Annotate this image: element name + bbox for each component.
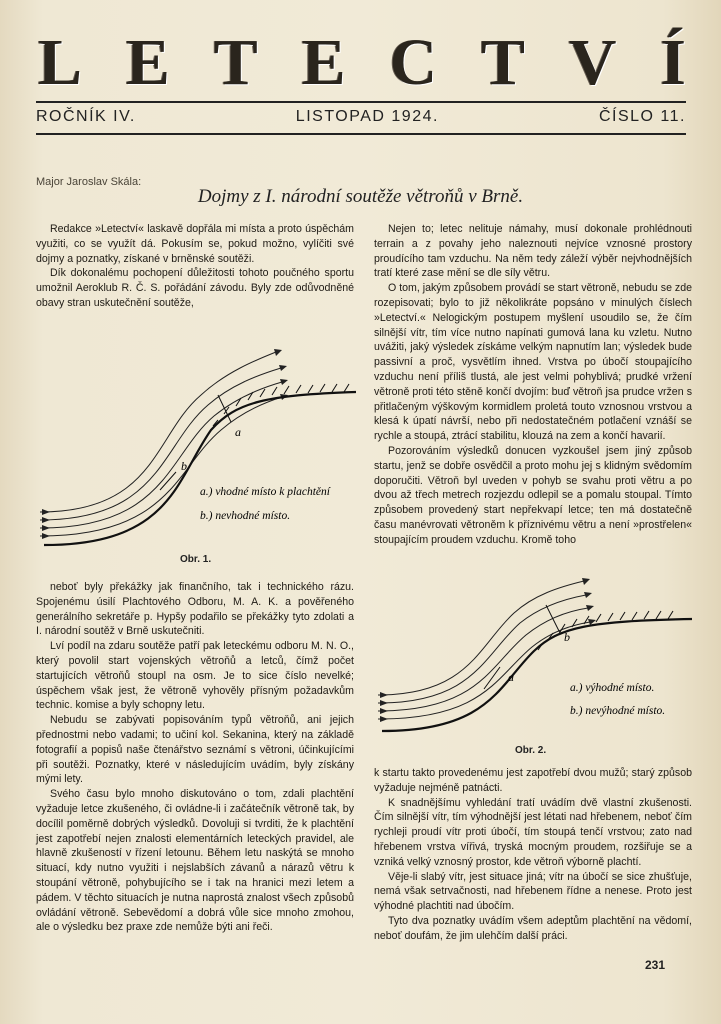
airflow-line [378,608,588,711]
figure-1-label-b: b [181,459,187,473]
masthead-letter: T [480,26,527,99]
paragraph: Svého času bylo mnoho diskutováno o tom, zdali plachtění vyžaduje letce zkušeného, či ovládne-li i začátečník větroně tak, by docílil poměrně dobrých výsledků. Dovoluji si tvrditi, že k plachtění jest zapotřebí nejen znalosti elementárních leteckých pravidel, ale hlavně zkušeností v řízení letounu. Během letu naskýtá se mnoho situací, kdy nutno využiti i nejslabších závanů a nárazů větru k stoupání větroně, pohybujícího se i tak na hranici mezi letem a pádem. V těchto situacích je nutna naprostá znalost všech způsobů ovládání větroně. Sebevědomí a dobrá vůle sice mnoho zmohou, ale o výsledku bez praxe zde nemůže býti ani řeči. [36,788,354,934]
paragraph: Redakce »Letectví« laskavě dopřála mi místa a proto úspěchám využiti, co se využít dá. Pokusím se, pokud možno, vylíčiti své dojmy a poznatky, získané v brněnské soutěži. [36,223,354,265]
figure-1-legend-a: a.) vhodné místo k plachtění [200,486,330,498]
figure-2-label-a: a [508,670,514,684]
issue-volume: ROČNÍK IV. [36,108,136,125]
paragraph: neboť byly překážky jak finančního, tak i technického rázu. Spojenému úsilí Plachtového Odboru, M. A. K. a pověřeného generálního sekretáře p. Hypšy podařilo se překážky tyto zdolati a I. národní soutěž v Brně uskutečniti. [36,581,354,638]
figure-2-legend-b: b.) nevýhodné místo. [570,705,666,717]
figure-2-label-b: b [564,630,570,644]
figure-2-legend-a: a.) výhodné místo. [570,682,655,694]
figure-2-diagram [374,575,692,740]
paragraph: Dík dokonalému pochopení důležitosti tohoto poučného sportu umožnil Aeroklub R. Č. S. pořádání závodu. Byly zde odůvodněné obavy stran uskutečnění soutěže, [36,267,354,309]
issue-line [36,108,686,126]
column-right-bottom [374,766,692,944]
paragraph: Nejen to; letec nelituje námahy, musí dokonale prohlédnouti terrain a z povahy jeho naleznouti nejvíce vznosné prostory proudícího tam vzduchu. Na něm tedy záleží výběr nejvhodnějších tratí které zase mění se dle síly větru. [374,223,692,280]
airflow-line [378,595,586,703]
column-right-top [374,222,692,548]
article-title: Dojmy z I. národní soutěže větroňů v Brně. [197,186,524,207]
issue-date: LISTOPAD 1924. [295,108,439,125]
masthead-letter: C [389,26,440,99]
column-left-top [36,222,354,311]
paragraph: Nebudu se zabývati popisováním typů větroňů, ani jejich přednostmi nebo vadami; to učiní kol. Sekanina, který na základě fotografií a popisů naše čtenářstvo seznámí s větroni, účinkujícími při soutěži. Poznatky, které v následujícím uvádím, byly získány mými lety. [36,714,354,786]
paragraph: K snadnějšímu vyhledání tratí uvádím dvě vlastní zkušenosti. Čím silnější vítr, tím výhodnější jest létati nad hřebenem, neboť čím rychleji proudí vítr proti úbočí, tím stoupá tenčí vrstvou; zato nad hřebenem vrstva vířivá, tryská mocným proudem, rozšiřuje se a vzniká velký vznosný prostor, kde větroň výborně plachtí. [374,796,692,868]
masthead-letter: Í [660,26,688,99]
paragraph: Pozorováním výsledků donucen vyzkoušel jsem jiný způsob startu, jenž se dobře osvědčil a proto mohu jej s klidným svědomím doporučiti. Větroň byl uveden v pohyb se svahu proti větru a po dvou až třech metrech rozjezdu odlepil se a pomalu stoupal. Tímto způsobem provedený start nepřekvapí letce; ten má dostatečně času manévrovati větroněm k příznivému větru a není »prostřelen« stoupajícím proudem vzduchu. Kromě toho [374,444,692,546]
figure-1-diagram [36,340,356,550]
masthead-letter: V [568,26,619,99]
masthead [38,22,688,99]
figure-1-label-a: a [235,425,241,439]
paragraph: Lví podíl na zdaru soutěže patří pak leteckému odboru M. N. O., který povolil start vojenských větroňů a letců, čímž počet startujících větroňů stoupl na osm. Je to sice číslo nevelké; úspěchem však jest, že větroně vyhověly přísným požadavkům technic. komise a byly schopny letu. [36,640,354,712]
paragraph: k startu takto provedenému jest zapotřebí dvou mužů; starý způsob vyžaduje nejméně patnácti. [374,767,692,794]
hill-profile [44,392,356,545]
masthead-letter: E [125,26,172,99]
figure-2-caption: Obr. 2. [515,745,547,756]
article-author: Major Jaroslav Skála: [36,176,142,188]
paragraph: O tom, jakým způsobem provádí se start větroně, nebudu se zde rozepisovati; bylo to již několikráte popsáno v minulých číslech »Letectví.« Nelogickým postupem myšlení usoudilo se, že čím silnější vítr, tím více nutno napínati gumová lana ku vzletu. Nutno uvážiti, jaký výsledek získáme velkým napnutím lan; výsledek bude passivní a proč, vysvětlím ihned. Vrstva po úbočí stoupajícího vzduchu není příliš tlustá, ale jest velmi pohyblivá; prudké vržení větroně proti této stěně končí dvojím: buď větroň jsa prudce vržen s přitlačeným výškovým kormidlem proletá touto vznosnou vrstvou a klesá k úpatí návrší, nebo při nedostatečném potlačení vznáší se rychle a stoupá, ztrácí stabilitu, klouzá na zem a končí havarií. [374,282,692,443]
header-rule-bottom [36,133,686,135]
masthead-letter: E [301,26,348,99]
paragraph: Tyto dva poznatky uvádím všem adeptům plachtění na vědomí, neboť doufám, že jim ulehčím další práci. [374,914,692,942]
figure-1-legend-b: b.) nevhodné místo. [200,510,291,522]
page-number: 231 [645,958,666,972]
masthead-letter: L [38,26,85,99]
paragraph: Věje-li slabý vítr, jest situace jiná; vítr na úbočí se sice zhušťuje, nemá však setrvačnosti, nad hřebenem řídne a nenese. Proto jest výhodné plachtiti nad úbočím. [374,870,692,913]
issue-number: ČÍSLO 11. [598,108,686,125]
masthead-letter: T [213,26,260,99]
figure-1-caption: Obr. 1. [180,554,212,565]
column-left-bottom [36,580,354,935]
header-rule-top [36,101,686,103]
